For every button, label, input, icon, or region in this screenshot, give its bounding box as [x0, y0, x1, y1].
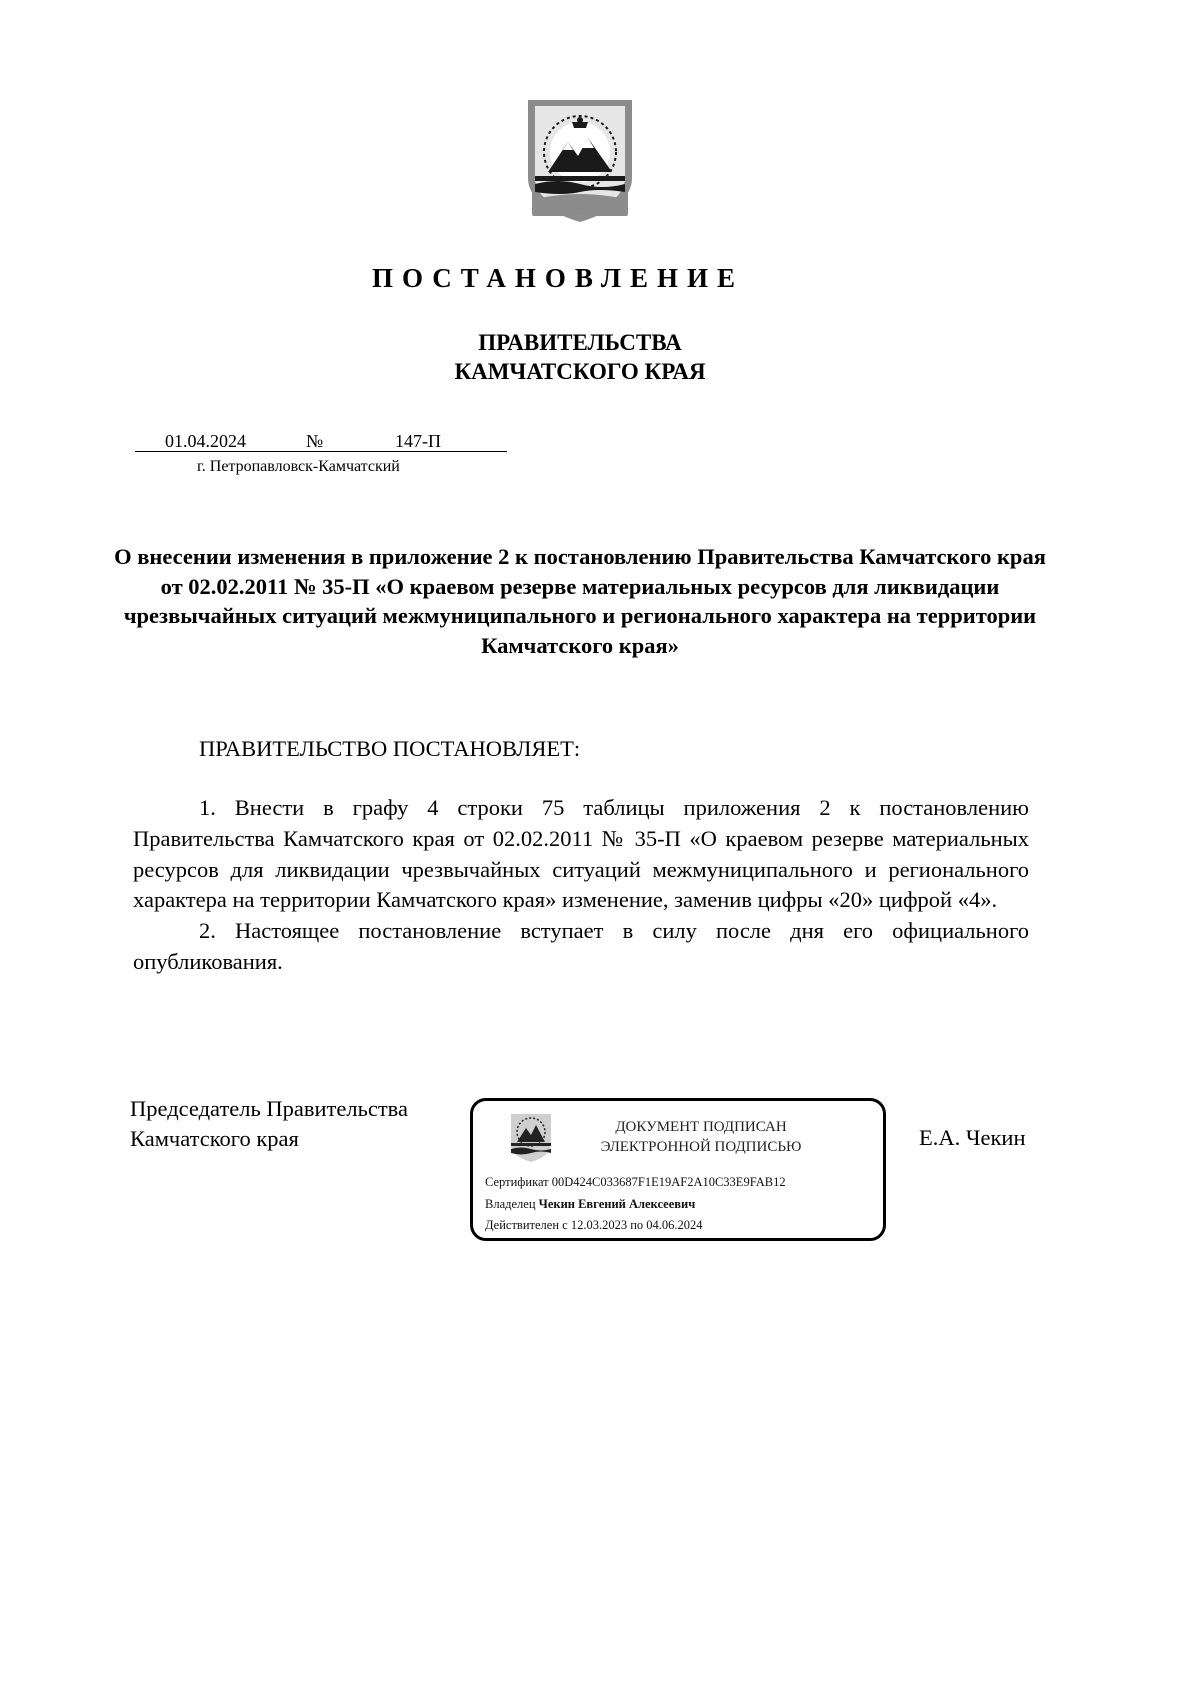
signatory-position-line-2: Камчатского края	[130, 1126, 299, 1151]
decree-heading: ПРАВИТЕЛЬСТВО ПОСТАНОВЛЯЕТ:	[199, 736, 581, 761]
document-date: 01.04.2024	[165, 431, 246, 451]
issuer-line-1: ПРАВИТЕЛЬСТВА	[478, 330, 682, 355]
signatory-position-line-1: Председатель Правительства	[130, 1096, 408, 1121]
stamp-title-line-1: ДОКУМЕНТ ПОДПИСАН	[615, 1119, 787, 1135]
document-subject: О внесении изменения в приложение 2 к постановлению Правительства Камчатского края от 02.02.2011 № 35-П «О краевом резерве материальных ресурсов для ликвидации чрезвычайных ситуаций межмуниципального и регионального характера на территории Камчатского края»	[114, 544, 1046, 658]
coat-of-arms-icon	[528, 100, 632, 222]
document-number: 147-П	[395, 431, 441, 451]
meta-underline	[135, 451, 507, 452]
signatory-name: Е.А. Чекин	[919, 1125, 1026, 1150]
valid-to: 04.06.2024	[646, 1218, 703, 1232]
e-signature-stamp	[470, 1098, 886, 1241]
certificate-value: 00D424C033687F1E19AF2A10C33E9FAB12	[551, 1175, 786, 1189]
valid-label: Действителен с	[485, 1218, 568, 1232]
stamp-certificate-row	[485, 1174, 786, 1190]
number-sign: №	[306, 431, 324, 451]
body-paragraph: 1. Внести в графу 4 строки 75 таблицы приложения 2 к постановлению Правительства Камчатского края от 02.02.2011 № 35-П «О краевом резерве материальных ресурсов для ликвидации чрезвычайных ситуаций межмуниципального и регионального характера на территории Камчатского края» изменение, заменив цифры «20» цифрой «4».	[133, 795, 1029, 913]
owner-value: Чекин Евгений Алексеевич	[538, 1197, 696, 1211]
document-type-title: ПОСТАНОВЛЕНИЕ	[371, 263, 745, 293]
valid-to-label: по	[630, 1218, 644, 1232]
body-paragraph: 2. Настоящее постановление вступает в силу после дня его официального опубликования.	[133, 918, 1029, 974]
certificate-label: Сертификат	[485, 1175, 549, 1189]
owner-label: Владелец	[485, 1197, 536, 1211]
stamp-title	[571, 1117, 831, 1157]
document-place: г. Петропавловск-Камчатский	[197, 458, 400, 475]
issuer-line-2: КАМЧАТСКОГО КРАЯ	[454, 359, 706, 384]
valid-from: 12.03.2023	[570, 1218, 628, 1232]
stamp-emblem-icon	[509, 1112, 553, 1164]
stamp-title-line-2: ЭЛЕКТРОННОЙ ПОДПИСЬЮ	[600, 1139, 802, 1155]
stamp-validity-row	[485, 1217, 703, 1233]
signatory-position	[130, 1094, 408, 1154]
document-body	[133, 793, 1029, 978]
stamp-owner-row	[485, 1196, 695, 1212]
